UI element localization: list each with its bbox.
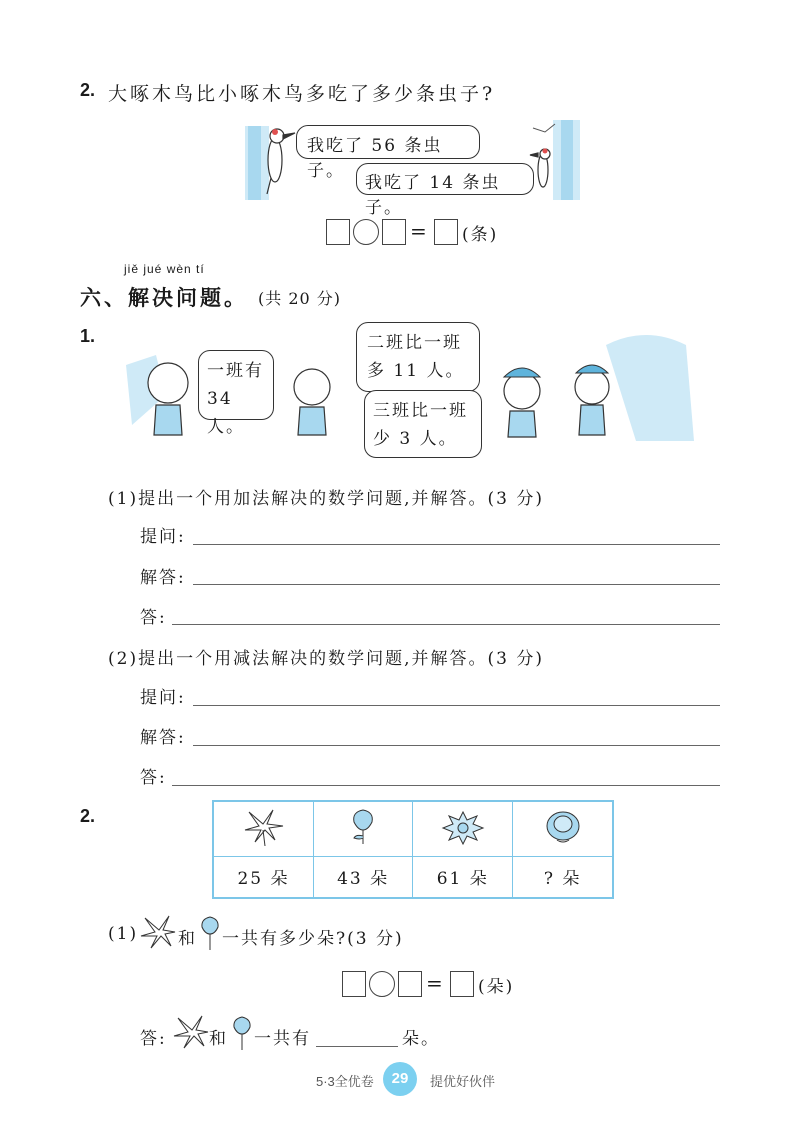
flower-cell bbox=[413, 801, 513, 856]
flower-table bbox=[212, 800, 614, 899]
section-score: (共 20 分) bbox=[258, 289, 342, 308]
footer-slogan: 提优好伙伴 bbox=[430, 1074, 496, 1089]
final-answer-line[interactable] bbox=[172, 785, 720, 786]
solve-label: 解答: bbox=[140, 568, 186, 588]
count-cell: 61 朵 bbox=[413, 856, 513, 898]
answer-mid-text: 一共有 bbox=[254, 1029, 311, 1049]
question-number: 2. bbox=[80, 806, 96, 826]
ask-label: 提问: bbox=[140, 688, 186, 708]
speech-bubble-small-woodpecker: 我吃了 14 条虫子。 bbox=[356, 163, 534, 195]
final-answer-line[interactable] bbox=[172, 624, 720, 625]
section-title: 六、解决问题。 bbox=[80, 285, 248, 310]
flower-cell bbox=[213, 801, 313, 856]
bubble-line: 34 人。 bbox=[207, 389, 245, 437]
ask-answer-line[interactable] bbox=[193, 544, 720, 545]
answer-box-2[interactable] bbox=[398, 971, 422, 997]
lily-icon bbox=[172, 1014, 210, 1052]
answer-box-1[interactable] bbox=[342, 971, 366, 997]
bubble-line: 少 3 人。 bbox=[373, 429, 458, 449]
operator-circle[interactable] bbox=[353, 219, 379, 245]
answer-label: 答: bbox=[140, 608, 167, 628]
speech-bubble-class2 bbox=[356, 322, 480, 392]
rose-icon bbox=[198, 914, 222, 952]
answer-suffix: 朵。 bbox=[402, 1029, 440, 1049]
bubble-line: 三班比一班 bbox=[373, 401, 468, 421]
and-text: 和 bbox=[209, 1029, 228, 1049]
footer-brand: 5·3全优卷 bbox=[316, 1074, 374, 1089]
solve-label: 解答: bbox=[140, 728, 186, 748]
subquestion-prefix: (1) bbox=[108, 924, 139, 944]
answer-blank[interactable] bbox=[316, 1046, 398, 1047]
bubble-line: 多 11 人。 bbox=[367, 361, 465, 381]
subquestion-addition: (1)提出一个用加法解决的数学问题,并解答。(3 分) bbox=[108, 489, 544, 509]
count-cell: 25 朵 bbox=[213, 856, 313, 898]
subquestion-subtraction: (2)提出一个用减法解决的数学问题,并解答。(3 分) bbox=[108, 649, 544, 669]
speech-bubble-big-woodpecker: 我吃了 56 条虫子。 bbox=[296, 125, 480, 159]
lily-icon bbox=[241, 806, 285, 846]
flower-cell bbox=[513, 801, 613, 856]
solve-answer-line[interactable] bbox=[193, 584, 720, 585]
answer-label: 答: bbox=[140, 1029, 167, 1049]
and-text: 和 bbox=[178, 929, 197, 949]
flower-cell bbox=[313, 801, 412, 856]
section-pinyin: jiě jué wèn tí bbox=[124, 262, 205, 276]
chrysanthemum-icon bbox=[441, 806, 485, 846]
ask-label: 提问: bbox=[140, 527, 186, 547]
answer-box-2[interactable] bbox=[382, 219, 406, 245]
count-cell: 43 朵 bbox=[313, 856, 412, 898]
unit-label: (条) bbox=[462, 225, 499, 245]
speech-bubble-class3 bbox=[364, 390, 482, 458]
lily-icon bbox=[139, 914, 177, 952]
ask-answer-line[interactable] bbox=[193, 705, 720, 706]
rose-icon bbox=[348, 806, 378, 846]
question-text: 大啄木鸟比小啄木鸟多吃了多少条虫子? bbox=[108, 83, 496, 105]
answer-box-1[interactable] bbox=[326, 219, 350, 245]
equals-sign: = bbox=[410, 219, 427, 243]
speech-bubble-class1 bbox=[198, 350, 274, 437]
page-number-badge: 29 bbox=[383, 1062, 417, 1096]
answer-label: 答: bbox=[140, 768, 167, 788]
equals-sign: = bbox=[426, 971, 443, 995]
question-number: 2. bbox=[80, 80, 96, 100]
bubble-line: 一班有 bbox=[207, 361, 264, 381]
rose-icon bbox=[230, 1014, 254, 1052]
subquestion-text: 一共有多少朵?(3 分) bbox=[222, 929, 404, 949]
solve-answer-line[interactable] bbox=[193, 745, 720, 746]
answer-box-result[interactable] bbox=[434, 219, 458, 245]
answer-box-result[interactable] bbox=[450, 971, 474, 997]
count-cell: ? 朵 bbox=[513, 856, 613, 898]
operator-circle[interactable] bbox=[369, 971, 395, 997]
bubble-line: 二班比一班 bbox=[367, 333, 462, 353]
question-number: 1. bbox=[80, 326, 96, 346]
peony-icon bbox=[543, 806, 583, 846]
unit-label: (朵) bbox=[478, 977, 515, 997]
